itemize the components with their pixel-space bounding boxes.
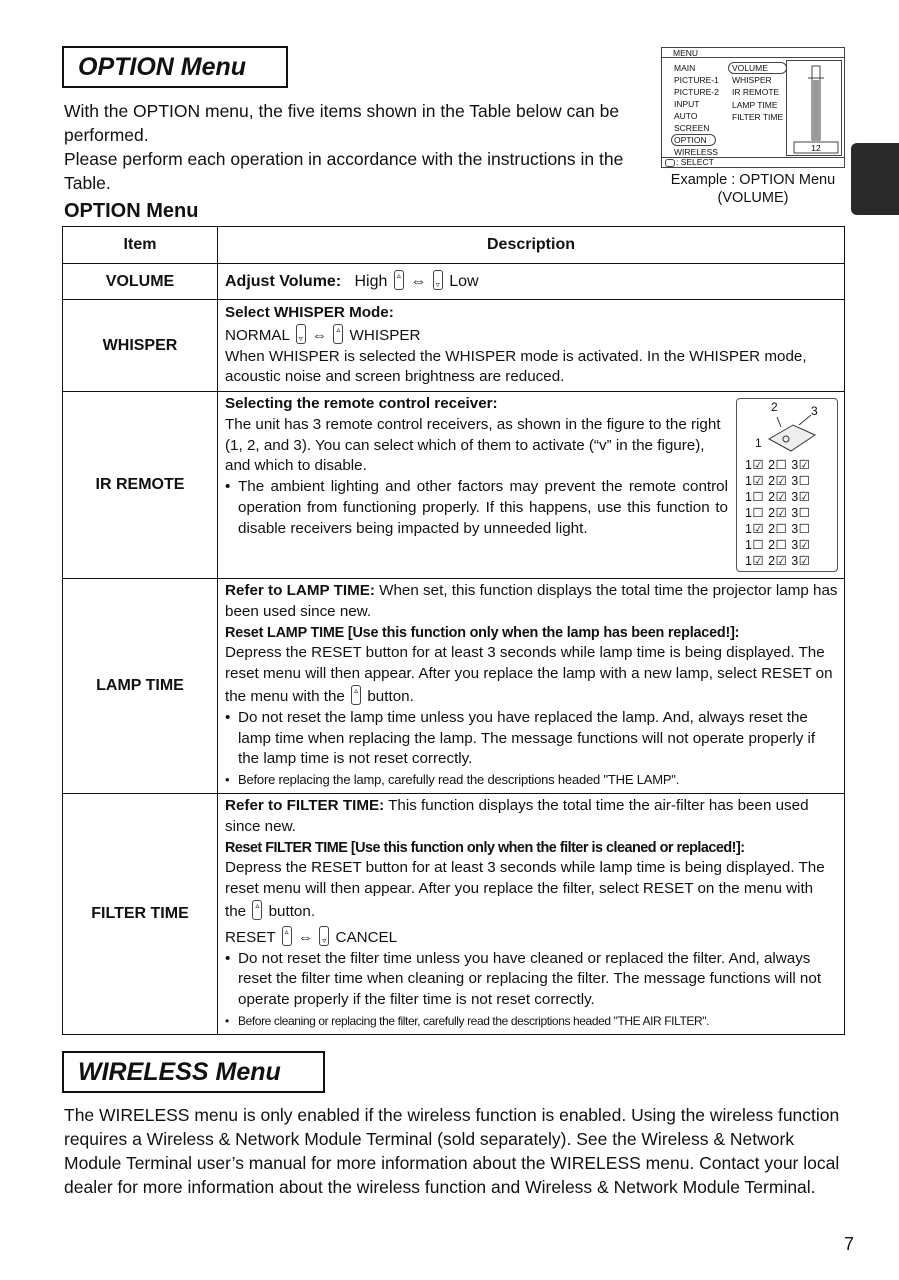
volume-low: Low xyxy=(449,273,479,291)
caption-line-2: (VOLUME) xyxy=(717,190,789,206)
filter-bullet-1: • Do not reset the filter time unless you have cleaned or replaced the filter. And, always reset the filter time when cleaning or replacing the filter. The message functions will not operate properly if the filter time is not reset correctly. xyxy=(225,949,838,1011)
mini-sub-item: FILTER TIME xyxy=(732,111,784,122)
whisper-head: Select WHISPER Mode: xyxy=(225,303,394,321)
fig-label-2: 2 xyxy=(771,400,778,414)
table-row-filter-time xyxy=(63,793,845,1034)
filter-bullet-2: • Before cleaning or replacing the filter, carefully read the descriptions headed "THE AIR FILTER". xyxy=(225,1011,838,1032)
mini-main-item: AUTO xyxy=(674,111,698,121)
mini-main-item: MAIN xyxy=(674,63,696,73)
projector-icon xyxy=(751,409,821,453)
lamp-bullet-2: • Before replacing the lamp, carefully read the descriptions headed "THE LAMP". xyxy=(225,770,838,791)
down-button-icon xyxy=(319,926,329,946)
item-ir-remote: IR REMOTE xyxy=(63,392,218,579)
receiver-combo: 1☐ 2☐ 3☑ xyxy=(745,538,811,552)
volume-value: 12 xyxy=(811,143,821,153)
item-filter-time: FILTER TIME xyxy=(63,793,218,1034)
option-menu-example xyxy=(661,47,845,168)
ir-text: The unit has 3 remote control receivers, as shown in the figure to the right (1, 2, and 3). You can select which of them to activate (“v” in the figure), and which to disable. xyxy=(225,415,721,475)
up-button-icon xyxy=(252,900,262,920)
desc-whisper xyxy=(218,300,845,392)
receiver-combo: 1☑ 2☑ 3☐ xyxy=(745,474,811,488)
table-row-whisper xyxy=(63,300,845,392)
option-menu-title: OPTION Menu xyxy=(62,46,288,88)
intro-line-1: With the OPTION menu, the five items shown in the Table below can be performed. xyxy=(64,101,620,145)
example-caption xyxy=(657,171,849,207)
up-button-icon xyxy=(394,270,404,290)
down-button-icon xyxy=(433,270,443,290)
mini-main-item-selected: OPTION xyxy=(674,134,719,146)
whisper-text: When WHISPER is selected the WHISPER mode is activated. In the WHISPER mode, acoustic noise and screen brightness are reduced. xyxy=(225,347,807,386)
lamp-reset-text: Depress the RESET button for at least 3 seconds while lamp time is being displayed. The reset menu will then appear. After you replace the lamp with a new lamp, select RESET on the menu with the ▵ button. xyxy=(225,643,838,707)
lamp-reset-head: Reset LAMP TIME [Use this function only when the lamp has been replaced!]: xyxy=(225,624,740,641)
table-header-row xyxy=(63,227,845,264)
both-way-arrow: ⇔ xyxy=(410,273,427,291)
volume-label: Adjust Volume: xyxy=(225,273,342,291)
receiver-combo: 1☐ 2☑ 3☐ xyxy=(745,506,811,520)
desc-filter-time xyxy=(218,793,845,1034)
mini-menu-header: MENU xyxy=(662,48,844,58)
receiver-combo: 1☑ 2☐ 3☑ xyxy=(745,458,811,472)
lamp-bullet-1: • Do not reset the lamp time unless you have replaced the lamp. And, always reset the lamp time when replacing the lamp. The message functions will not operate properly if the lamp time is not reset correctly. xyxy=(225,708,838,770)
lamp-refer-head: Refer to LAMP TIME: xyxy=(225,582,375,599)
intro-text xyxy=(64,99,649,195)
mini-menu-footer: : SELECT xyxy=(662,157,844,167)
volume-high: High xyxy=(354,273,388,291)
up-button-icon xyxy=(282,926,292,946)
option-table xyxy=(62,226,845,1035)
item-volume: VOLUME xyxy=(63,264,218,300)
select-icon xyxy=(665,159,675,167)
page-number: 7 xyxy=(844,1234,855,1254)
desc-lamp-time xyxy=(218,579,845,794)
mini-main-item: PICTURE-2 xyxy=(674,87,719,97)
receiver-combo: 1☑ 2☐ 3☐ xyxy=(745,522,811,536)
caption-line-1: Example : OPTION Menu xyxy=(670,172,836,188)
down-button-icon xyxy=(296,324,306,344)
filter-reset-toggle: RESET ▵ ⇔ ▿ CANCEL xyxy=(225,926,838,949)
filter-reset-head: Reset FILTER TIME [Use this function only when the filter is cleaned or replaced!]: xyxy=(225,839,745,856)
lamp-refer-text: When set, this function displays the total time the projector lamp has been used since new. xyxy=(225,582,838,620)
fig-label-1: 1 xyxy=(755,436,762,450)
wireless-text: The WIRELESS menu is only enabled if the wireless function is enabled. Using the wireless function requires a Wireless & Network Module Terminal (sold separately). See the Wireless & Network Module Terminal user’s manual for more information about the WIRELESS menu. Contact your local dealer for more information about the wireless function and Wireless & Network Module Terminal. xyxy=(64,1105,840,1197)
mini-main-item: WIRELESS xyxy=(674,147,718,157)
volume-level-fill xyxy=(813,80,819,139)
up-button-icon xyxy=(333,324,343,344)
mini-main-item: SCREEN xyxy=(674,123,710,133)
filter-refer-head: Refer to FILTER TIME: xyxy=(225,796,385,814)
mini-main-list xyxy=(674,62,719,158)
desc-ir-remote xyxy=(218,392,845,579)
ir-bullet: • The ambient lighting and other factors may prevent the remote control operation from functioning properly. If this happens, use this function to disable receivers being impacted by unneeded light. xyxy=(225,477,838,539)
section-tab xyxy=(851,143,899,215)
table-row-volume xyxy=(63,264,845,300)
desc-volume xyxy=(218,264,845,300)
table-row-lamp-time xyxy=(63,579,845,794)
item-lamp-time: LAMP TIME xyxy=(63,579,218,794)
item-column-header: Item xyxy=(63,227,218,264)
volume-gauge xyxy=(786,60,842,156)
fig-label-3: 3 xyxy=(811,404,818,418)
table-row-ir-remote xyxy=(63,392,845,579)
mini-sub-item: IR REMOTE xyxy=(732,87,780,98)
receiver-combo: 1☑ 2☑ 3☑ xyxy=(745,554,811,568)
up-button-icon xyxy=(351,685,361,705)
table-title: OPTION Menu xyxy=(64,200,199,222)
mini-main-item: PICTURE-1 xyxy=(674,75,719,85)
whisper-toggle: NORMAL ▿ ⇔ ▵ WHISPER xyxy=(225,324,838,347)
mini-sub-item: WHISPER xyxy=(732,75,772,86)
mini-sub-item-selected: VOLUME xyxy=(732,62,787,74)
mini-sub-item: LAMP TIME xyxy=(732,99,778,110)
item-whisper: WHISPER xyxy=(63,300,218,392)
intro-line-2: Please perform each operation in accordance with the instructions in the Table. xyxy=(64,149,624,193)
description-column-header: Description xyxy=(218,227,845,264)
filter-reset-text: Depress the RESET button for at least 3 seconds while lamp time is being displayed. The reset menu will then appear. After you replace the filter, select RESET on the menu with the ▵ button. xyxy=(225,858,838,922)
filter-refer-text: This function displays the total time the air-filter has been used since new. xyxy=(225,796,809,835)
wireless-menu-title: WIRELESS Menu xyxy=(62,1051,325,1093)
receiver-combo: 1☐ 2☑ 3☑ xyxy=(745,490,811,504)
mini-sub-list xyxy=(732,62,787,123)
mini-main-item: INPUT xyxy=(674,99,700,109)
ir-head: Selecting the remote control receiver: xyxy=(225,395,498,412)
